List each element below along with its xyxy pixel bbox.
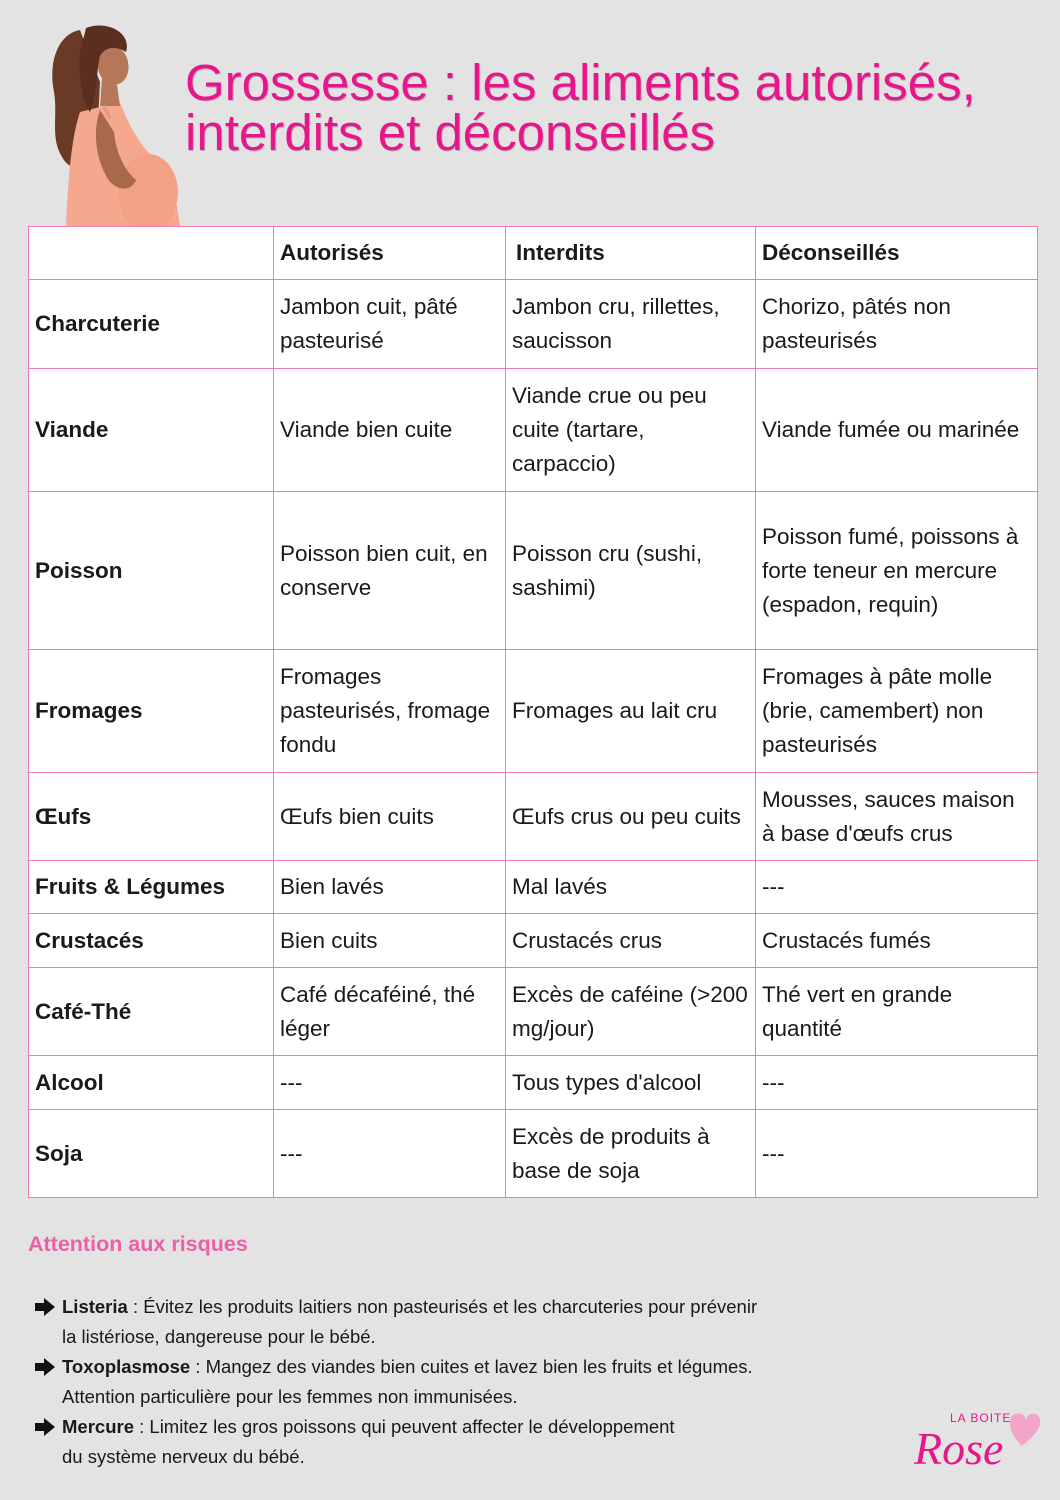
list-item	[34, 1352, 854, 1412]
cell-interdits: Œufs crus ou peu cuits	[506, 773, 756, 861]
cell-interdits: Excès de produits à base de soja	[506, 1110, 756, 1198]
table-row	[29, 369, 1038, 492]
row-category: Œufs	[29, 773, 274, 861]
row-category: Fromages	[29, 650, 274, 773]
food-table	[28, 226, 1038, 1198]
row-category: Charcuterie	[29, 280, 274, 369]
table-row	[29, 1110, 1038, 1198]
cell-interdits: Viande crue ou peu cuite (tartare, carpaccio)	[506, 369, 756, 492]
pregnant-woman-illustration	[40, 22, 180, 228]
table-row	[29, 650, 1038, 773]
cell-deconseilles: ---	[756, 1110, 1038, 1198]
header-empty	[29, 227, 274, 280]
cell-autorises: Bien lavés	[274, 861, 506, 914]
cell-interdits: Tous types d'alcool	[506, 1056, 756, 1110]
cell-deconseilles: Poisson fumé, poissons à forte teneur en mercure (espadon, requin)	[756, 492, 1038, 650]
right-arrow-icon	[34, 1412, 62, 1472]
table-row	[29, 1056, 1038, 1110]
list-item	[34, 1292, 854, 1352]
cell-deconseilles: ---	[756, 861, 1038, 914]
risk-desc-line-2: du système nerveux du bébé.	[62, 1446, 305, 1467]
cell-autorises: Café décaféiné, thé léger	[274, 968, 506, 1056]
risk-term: Listeria	[62, 1296, 128, 1317]
table-row	[29, 773, 1038, 861]
right-arrow-icon	[34, 1352, 62, 1412]
cell-deconseilles: Viande fumée ou marinée	[756, 369, 1038, 492]
row-category: Viande	[29, 369, 274, 492]
risk-desc-line-2: la listériose, dangereuse pour le bébé.	[62, 1326, 376, 1347]
cell-autorises: ---	[274, 1110, 506, 1198]
cell-autorises: Jambon cuit, pâté pasteurisé	[274, 280, 506, 369]
cell-deconseilles: ---	[756, 1056, 1038, 1110]
risks-heading: Attention aux risques	[28, 1232, 248, 1256]
cell-autorises: Bien cuits	[274, 914, 506, 968]
cell-autorises: Œufs bien cuits	[274, 773, 506, 861]
cell-interdits: Mal lavés	[506, 861, 756, 914]
page-title-line-1: Grossesse : les aliments autorisés,	[185, 54, 976, 111]
cell-interdits: Excès de caféine (>200 mg/jour)	[506, 968, 756, 1056]
cell-interdits: Fromages au lait cru	[506, 650, 756, 773]
cell-deconseilles: Fromages à pâte molle (brie, camembert) non pasteurisés	[756, 650, 1038, 773]
cell-autorises: Fromages pasteurisés, fromage fondu	[274, 650, 506, 773]
table-header-row	[29, 227, 1038, 280]
logo-big-text: Rose	[914, 1423, 1004, 1474]
cell-interdits: Crustacés crus	[506, 914, 756, 968]
page-title	[185, 54, 1045, 161]
risks-list	[34, 1292, 854, 1472]
table-row	[29, 914, 1038, 968]
risk-text	[62, 1352, 753, 1412]
cell-interdits: Jambon cru, rillettes, saucisson	[506, 280, 756, 369]
logo-small-text: LA BOITE	[950, 1411, 1012, 1425]
table-row	[29, 492, 1038, 650]
cell-deconseilles: Thé vert en grande quantité	[756, 968, 1038, 1056]
row-category: Fruits & Légumes	[29, 861, 274, 914]
row-category: Crustacés	[29, 914, 274, 968]
risk-text	[62, 1292, 757, 1352]
page-title-line-2: interdits et déconseillés	[185, 104, 716, 161]
risk-desc-line-1: : Mangez des viandes bien cuites et lavez bien les fruits et légumes.	[190, 1356, 753, 1377]
risk-desc-line-1: : Évitez les produits laitiers non pasteurisés et les charcuteries pour prévenir	[127, 1296, 758, 1317]
cell-deconseilles: Crustacés fumés	[756, 914, 1038, 968]
risk-desc-line-2: Attention particulière pour les femmes non immunisées.	[62, 1386, 518, 1407]
risk-text	[62, 1412, 675, 1472]
cell-deconseilles: Chorizo, pâtés non pasteurisés	[756, 280, 1038, 369]
risk-desc-line-1: : Limitez les gros poissons qui peuvent affecter le développement	[133, 1416, 675, 1437]
heart-logo	[912, 1400, 1042, 1480]
header-interdits: Interdits	[506, 227, 756, 280]
header-deconseilles: Déconseillés	[756, 227, 1038, 280]
right-arrow-icon	[34, 1292, 62, 1352]
table-row	[29, 968, 1038, 1056]
cell-deconseilles: Mousses, sauces maison à base d'œufs crus	[756, 773, 1038, 861]
header-autorises: Autorisés	[274, 227, 506, 280]
row-category: Poisson	[29, 492, 274, 650]
table-row	[29, 280, 1038, 369]
cell-interdits: Poisson cru (sushi, sashimi)	[506, 492, 756, 650]
list-item	[34, 1412, 854, 1472]
cell-autorises: Viande bien cuite	[274, 369, 506, 492]
risk-term: Toxoplasmose	[62, 1356, 191, 1377]
row-category: Soja	[29, 1110, 274, 1198]
risk-term: Mercure	[62, 1416, 134, 1437]
table-row	[29, 861, 1038, 914]
cell-autorises: ---	[274, 1056, 506, 1110]
row-category: Café-Thé	[29, 968, 274, 1056]
row-category: Alcool	[29, 1056, 274, 1110]
cell-autorises: Poisson bien cuit, en conserve	[274, 492, 506, 650]
